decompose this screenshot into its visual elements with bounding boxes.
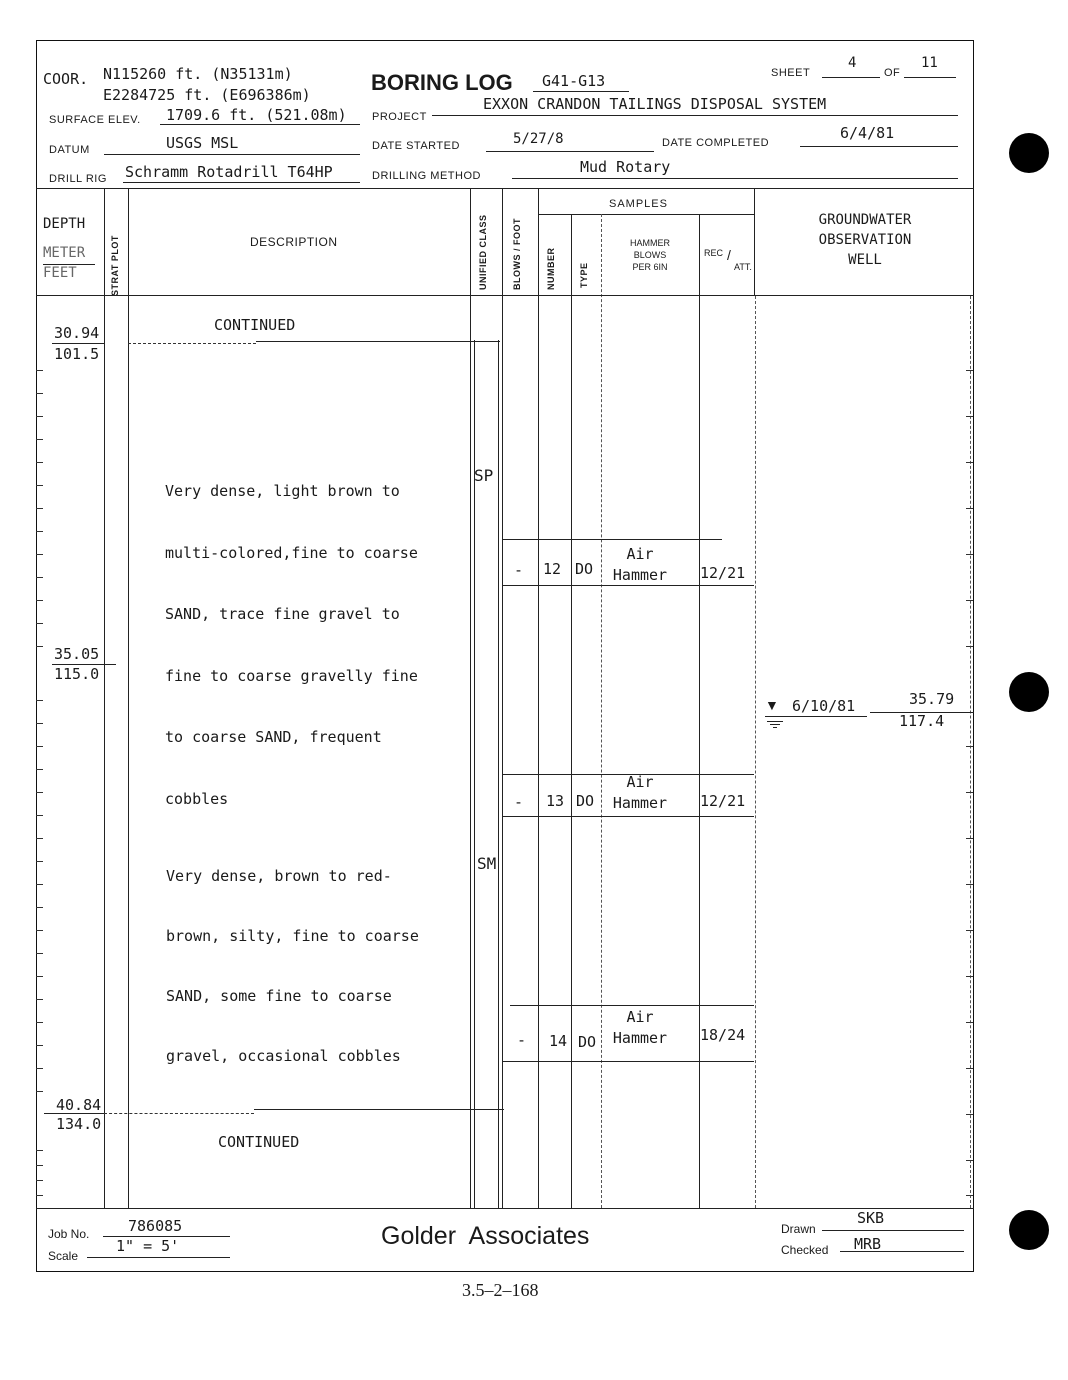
meter-header: METER	[43, 245, 86, 261]
checked-by: MRB	[854, 1235, 882, 1253]
continued-top: CONTINUED	[214, 316, 296, 334]
groundwater-header: GROUNDWATER OBSERVATION WELL	[818, 212, 912, 268]
depth-top-meters: 30.94	[54, 324, 100, 342]
description-header: DESCRIPTION	[250, 235, 338, 249]
project-label: PROJECT	[372, 111, 427, 123]
company-name: Golder Associates	[381, 1222, 590, 1250]
scale-label: Scale	[48, 1249, 79, 1263]
boring-log-title: BORING LOG	[371, 70, 513, 95]
sample-14-blows: -	[517, 1031, 527, 1049]
surface-elev-label: SURFACE ELEV.	[49, 114, 141, 126]
unified-class-header: UNIFIED CLASS	[478, 214, 488, 290]
punch-hole-middle	[1009, 672, 1049, 712]
punch-hole-bottom	[1009, 1210, 1049, 1250]
coor-label: COOR.	[43, 70, 89, 88]
att-header: ATT.	[734, 262, 752, 272]
layer-2-class: SM	[477, 854, 497, 873]
datum-value: USGS MSL	[166, 134, 239, 152]
sample-14-rec: 18/24	[700, 1026, 746, 1044]
layer-1-class: SP	[474, 466, 494, 485]
depth-bottom-meters: 40.84	[56, 1096, 102, 1114]
sample-12-blows: -	[514, 561, 524, 579]
page-number: 3.5–2–168	[462, 1280, 539, 1300]
sample-13-rec: 12/21	[700, 792, 746, 810]
datum-label: DATUM	[49, 144, 90, 156]
date-started: 5/27/8	[513, 131, 564, 147]
drill-rig: Schramm Rotadrill T64HP	[125, 163, 333, 181]
sample-14-type: DO	[578, 1033, 597, 1051]
sample-13-number: 13	[546, 792, 565, 810]
rec-header: REC	[704, 248, 724, 258]
number-header: NUMBER	[546, 247, 556, 290]
coor-north: N115260 ft. (N35131m)	[103, 65, 293, 83]
sample-14-number: 14	[549, 1032, 568, 1050]
drilling-method: Mud Rotary	[580, 158, 671, 176]
water-level-icon: ▼	[765, 697, 779, 713]
drill-rig-label: DRILL RIG	[49, 173, 107, 185]
date-completed-label: DATE COMPLETED	[662, 137, 770, 149]
depth-top-feet: 101.5	[54, 345, 100, 363]
water-level-feet: 117.4	[899, 712, 945, 730]
layer-1-description: Very dense, light brown to multi-colored,fine to coarse SAND, trace fine gravel to fine to coarse gravelly fine to coarse SAND, frequent cobbles	[165, 482, 418, 808]
job-no: 786085	[128, 1217, 183, 1235]
feet-header: FEET	[43, 265, 77, 281]
sample-12-type: DO	[575, 560, 594, 578]
surface-elev: 1709.6 ft. (521.08m)	[166, 106, 347, 124]
depth-mid-feet: 115.0	[54, 665, 100, 683]
sheet-total: 11	[921, 55, 938, 71]
project-name: EXXON CRANDON TAILINGS DISPOSAL SYSTEM	[483, 95, 827, 113]
water-level-date: 6/10/81	[792, 697, 856, 715]
sample-13-type: DO	[576, 792, 595, 810]
checked-label: Checked	[781, 1243, 829, 1257]
sample-13-blows: -	[514, 793, 524, 811]
samples-header: SAMPLES	[609, 198, 668, 210]
sample-12-rec: 12/21	[700, 564, 746, 582]
of-label: OF	[884, 67, 901, 79]
sheet-number: 4	[848, 55, 857, 71]
punch-hole-top	[1009, 133, 1049, 173]
continued-bottom: CONTINUED	[218, 1133, 300, 1151]
sheet-label: SHEET	[771, 67, 811, 79]
drawn-label: Drawn	[781, 1222, 816, 1236]
drawn-by: SKB	[857, 1209, 885, 1227]
job-no-label: Job No.	[48, 1227, 90, 1241]
hammer-blows-header: HAMMER BLOWS PER 6IN	[630, 238, 670, 272]
date-completed: 6/4/81	[840, 124, 895, 142]
scale-value: 1" = 5'	[116, 1237, 180, 1255]
strat-plot-header: STRAT PLOT	[110, 235, 120, 296]
drilling-method-label: DRILLING METHOD	[372, 170, 481, 182]
blows-foot-header: BLOWS / FOOT	[512, 218, 522, 290]
coor-east: E2284725 ft. (E696386m)	[103, 86, 311, 104]
sample-12-number: 12	[543, 560, 562, 578]
type-header: TYPE	[579, 262, 589, 288]
sample-14-hammer: Air Hammer	[612, 1008, 668, 1047]
depth-header: DEPTH	[43, 216, 86, 232]
water-level-meters: 35.79	[909, 690, 955, 708]
depth-mid-meters: 35.05	[54, 645, 100, 663]
boring-id: G41-G13	[542, 72, 606, 90]
depth-bottom-feet: 134.0	[56, 1115, 102, 1133]
layer-2-description: Very dense, brown to red- brown, silty, fine to coarse SAND, some fine to coarse gravel, occasional cobbles	[166, 867, 419, 1065]
sample-12-hammer: Air Hammer	[612, 545, 668, 584]
water-table-icon	[767, 721, 783, 729]
sample-13-hammer: Air Hammer	[612, 773, 668, 812]
date-started-label: DATE STARTED	[372, 140, 460, 152]
